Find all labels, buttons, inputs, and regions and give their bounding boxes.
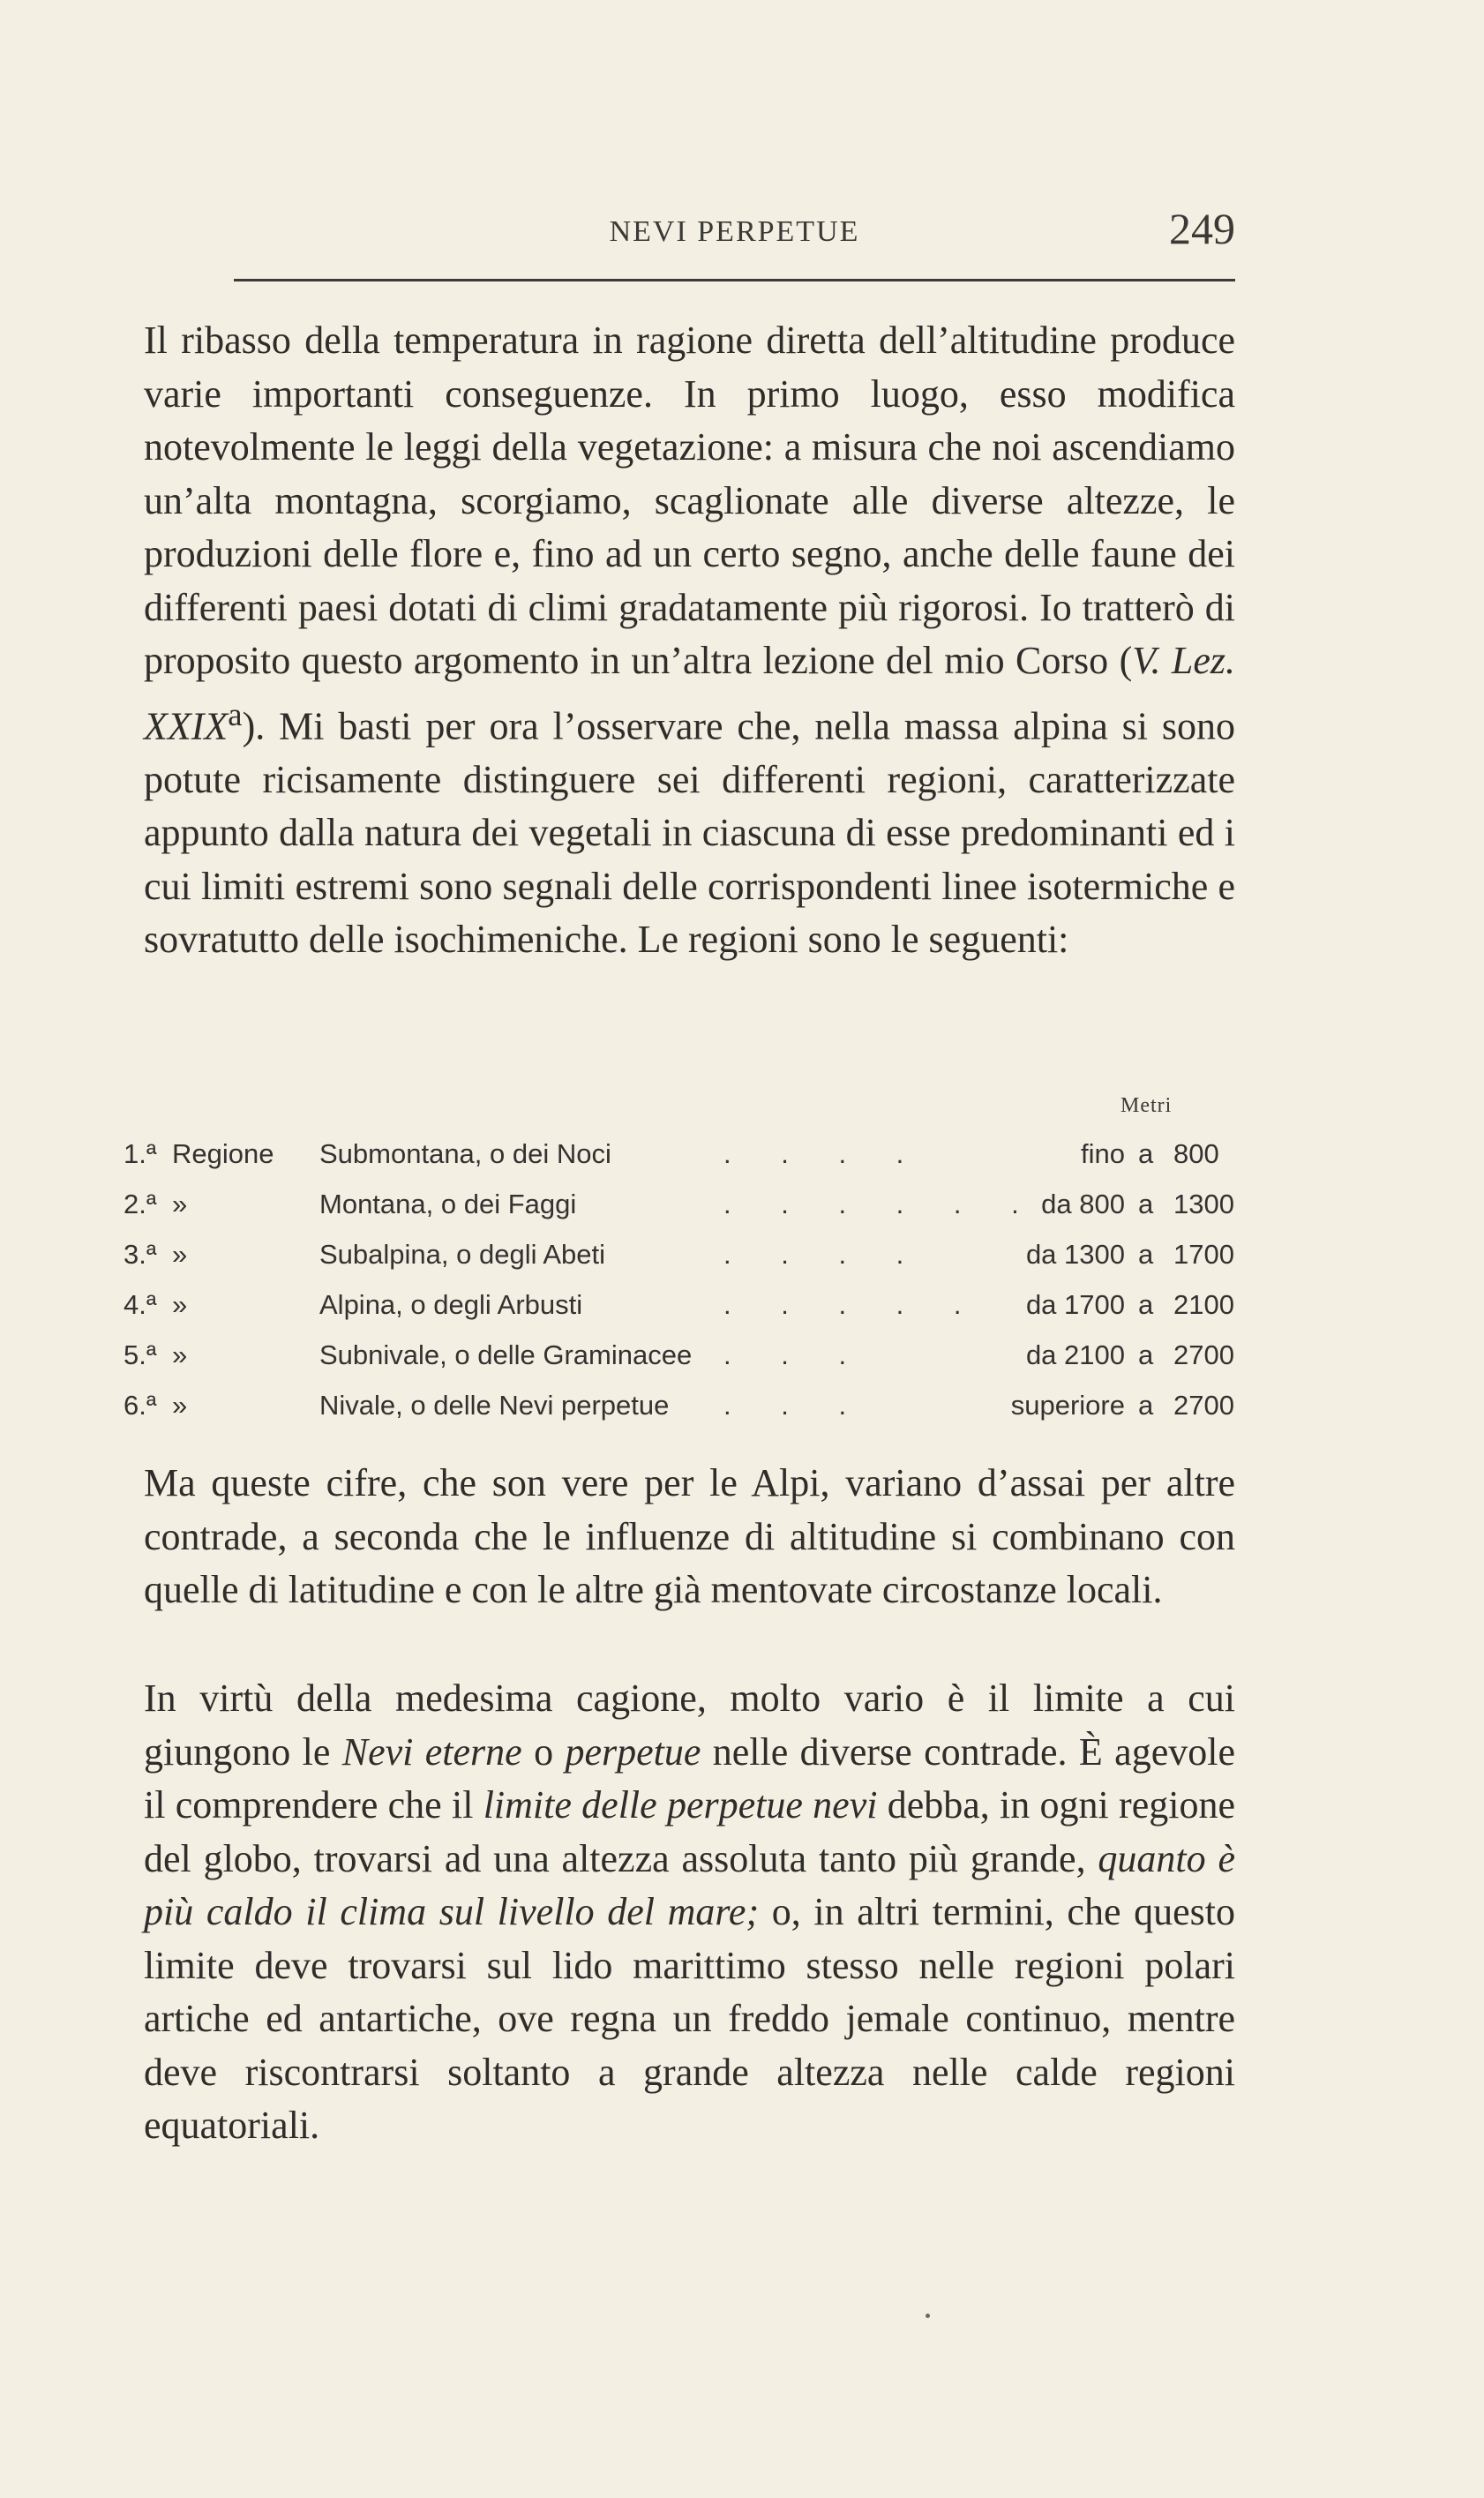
paragraph-figures-vary: Ma queste cifre, che son vere per le Alpi, variano d’assai per altre contrade, a seconda che le influenze di altitudine si combinano con quelle di latitudine e con le altre già mentovate circostanze locali. (144, 1461, 1235, 1611)
region-ordinal: 1.ª (124, 1138, 157, 1169)
region-ordinal: 6.ª (124, 1390, 157, 1421)
leader-dots: . . . . . (723, 1289, 983, 1320)
table-unit-label: Metri (1120, 1094, 1173, 1117)
leader-dots: . . . (723, 1390, 868, 1421)
table-row (124, 1138, 1235, 1189)
altitude-to: 2100 (1173, 1289, 1234, 1320)
paragraph-altitude-vegetation (144, 314, 1235, 967)
table-row (124, 1390, 1235, 1440)
region-word: » (172, 1289, 188, 1320)
running-head-title: NEVI PERPETUE (609, 215, 860, 248)
altitude-connector: a (1138, 1390, 1154, 1421)
altitude-to: 1300 (1173, 1189, 1234, 1219)
altitude-from: da 800 (1041, 1189, 1125, 1219)
region-word: » (172, 1239, 188, 1270)
paragraph-text: Il ribasso della temperatura in ragione diretta dell’altitudine produce varie importanti conseguenze. In primo luogo, esso modifica notevolmente le leggi della vegetazione: a misura che noi ascendiamo un’alta montagna, scorgiamo, scaglionate alle diverse altezze, le produzioni delle flore e, fino ad un certo segno, anche delle faune dei differenti paesi dotati di climi gradatamente più rigorosi. Io tratterò di proposito questo argomento in un’altra lezione del mio Corso ( (144, 319, 1235, 682)
region-word: » (172, 1339, 188, 1370)
lesson-reference-superscript: a (228, 695, 243, 732)
region-name: Subalpina, o degli Abeti (319, 1239, 606, 1270)
region-ordinal: 4.ª (124, 1289, 157, 1320)
altitude-from: da 2100 (1025, 1339, 1125, 1370)
paragraph-perpetual-snow (144, 1672, 1235, 2153)
table-row (124, 1239, 1235, 1289)
table-row (124, 1339, 1235, 1390)
leader-dots: . . . . (723, 1138, 926, 1169)
italic-term: Nevi eterne (341, 1729, 522, 1774)
region-name: Subnivale, o delle Graminacee (319, 1339, 693, 1370)
region-ordinal: 3.ª (124, 1239, 157, 1270)
italic-term: limite delle perpetue nevi (483, 1783, 878, 1827)
region-name: Alpina, o degli Arbusti (319, 1289, 583, 1320)
region-word: Regione (172, 1138, 274, 1169)
paragraph-text: nelle diverse contrade. È agevole il comprendere che il (144, 1729, 1235, 1827)
region-name: Nivale, o delle Nevi perpetue (319, 1390, 670, 1421)
altitude-to: 2700 (1173, 1339, 1234, 1370)
altitude-connector: a (1138, 1239, 1154, 1270)
region-ordinal: 2.ª (124, 1189, 157, 1219)
lesson-reference: V. Lez. XXIX (144, 639, 1235, 748)
italic-term: perpetue (565, 1729, 701, 1774)
region-name: Montana, o dei Faggi (319, 1189, 577, 1219)
table-row (124, 1289, 1235, 1339)
altitude-from: superiore (1010, 1390, 1125, 1421)
paragraph-text: o, in altri termini, che questo limite deve trovarsi sul lido marittimo stesso nelle regioni polari artiche ed antartiche, ove regna un freddo jemale continuo, mentre deve riscontrarsi soltanto a grande altezza nelle calde regioni equatoriali. (144, 1890, 1235, 2147)
region-word: » (172, 1390, 188, 1421)
region-word: » (172, 1189, 188, 1219)
region-ordinal: 5.ª (124, 1339, 157, 1370)
paragraph-text: debba, in ogni regione del globo, trovarsi ad una altezza assoluta tanto più grande, (144, 1783, 1235, 1880)
altitude-from: da 1700 (1025, 1289, 1125, 1320)
running-head (234, 203, 1235, 265)
altitude-connector: a (1138, 1289, 1154, 1320)
region-name: Submontana, o dei Noci (319, 1138, 611, 1169)
altitude-to: 800 (1173, 1138, 1219, 1169)
print-speck (926, 2314, 930, 2318)
paragraph-text: o (521, 1729, 566, 1774)
leader-dots: . . . (723, 1339, 868, 1370)
paragraph-text: In virtù della medesima cagione, molto vario è il limite a cui giungono le (144, 1677, 1235, 1774)
altitude-to: 1700 (1173, 1239, 1234, 1270)
leader-dots: . . . . (723, 1239, 926, 1270)
header-rule (234, 279, 1235, 281)
altitude-connector: a (1138, 1138, 1154, 1169)
italic-term: quanto è più caldo il clima sul livello del mare; (144, 1836, 1235, 1933)
altitude-from: fino (1081, 1138, 1125, 1169)
paragraph-text: ). Mi basti per ora l’osservare che, nella massa alpina si sono potute ricisamente distinguere sei differenti regioni, caratterizzate appunto dalla natura dei vegetali in ciascuna di esse predominanti ed i cui limiti estremi sono segnali delle corrispondenti linee isotermiche e sovratutto delle isochimeniche. Le regioni sono le seguenti: (144, 704, 1235, 962)
altitude-to: 2700 (1173, 1390, 1234, 1421)
page-number: 249 (1169, 204, 1235, 253)
regions-table (124, 1138, 1235, 1440)
altitude-connector: a (1138, 1189, 1154, 1219)
altitude-connector: a (1138, 1339, 1154, 1370)
leader-dots: . . . . . . (723, 1189, 1040, 1219)
table-row (124, 1189, 1235, 1239)
altitude-from: da 1300 (1025, 1239, 1125, 1270)
